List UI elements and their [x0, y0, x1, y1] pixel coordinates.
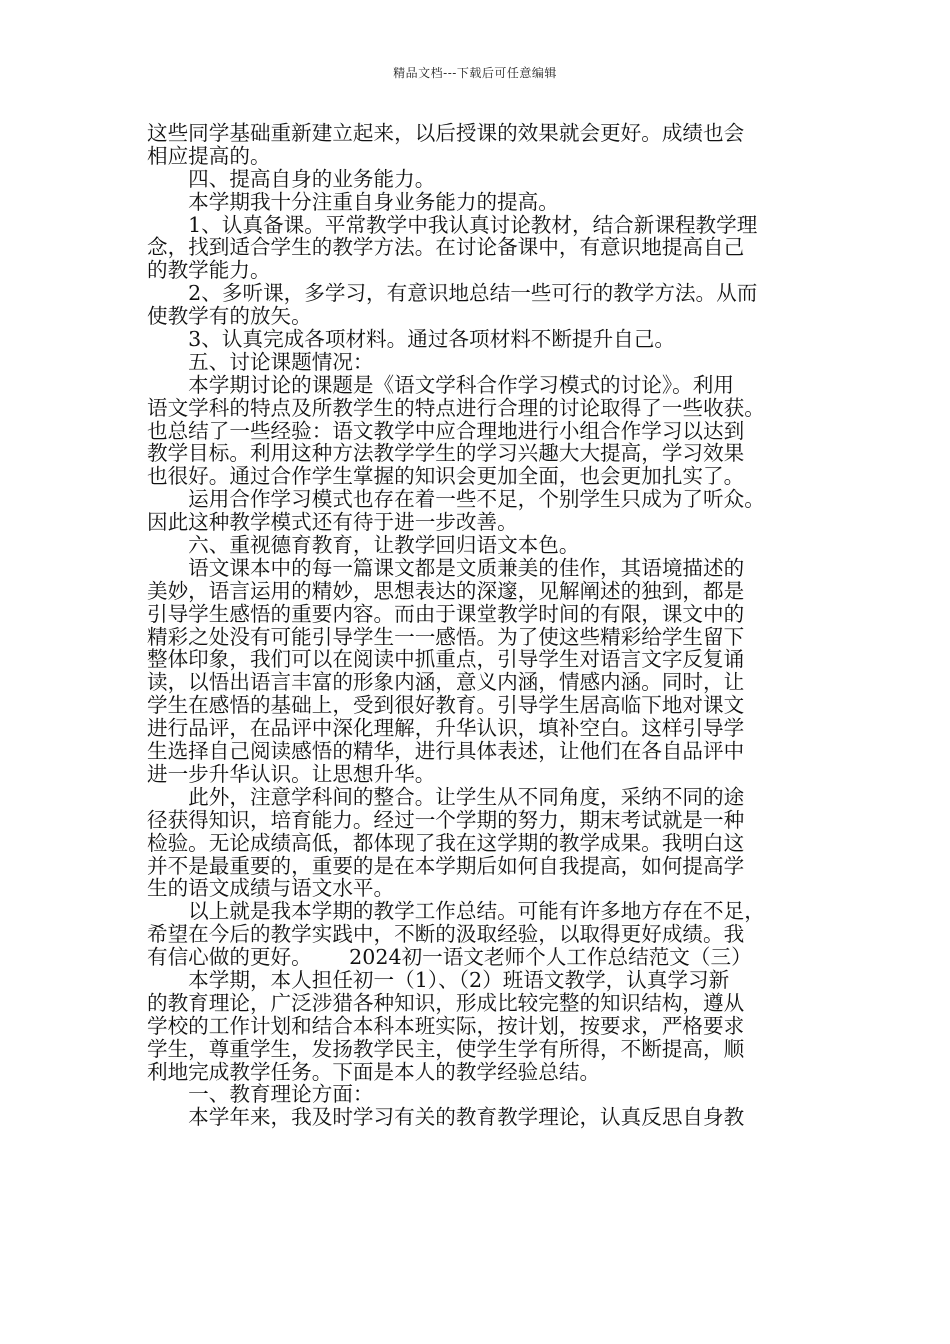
text-line: 径获得知识，培育能力。经过一个学期的努力，期末考试就是一种	[147, 807, 745, 832]
document-body	[147, 122, 807, 1129]
text-line: 精彩之处没有可能引导学生一一感悟。为了使这些精彩给学生留下	[147, 624, 745, 649]
text-line: 进一步升华认识。让思想升华。	[147, 761, 436, 786]
text-line: 念，找到适合学生的教学方法。在讨论备课中，有意识地提高自己	[147, 235, 745, 260]
text-line: 教学目标。利用这种方法教学学生的学习兴趣大大提高，学习效果	[147, 441, 745, 466]
text-line: 的教学能力。	[147, 258, 271, 283]
text-line: 学生在感悟的基础上，受到很好教育。引导学生居高临下地对课文	[147, 693, 745, 718]
text-line: 1、认真备课。平常教学中我认真讨论教材，结合新课程教学理	[147, 212, 758, 237]
text-line: 学校的工作计划和结合本科本班实际，按计划，按要求，严格要求	[147, 1013, 745, 1038]
page-header: 精品文档---下载后可任意编辑	[393, 66, 557, 80]
text-line: 读，以悟出语言丰富的形象内涵，意义内涵，情感内涵。同时，让	[147, 670, 745, 695]
text-line: 使教学有的放矢。	[147, 304, 312, 329]
text-line: 进行品评，在品评中深化理解，升华认识，填补空白。这样引导学	[147, 716, 745, 741]
text-line: 一、教育理论方面：	[147, 1082, 374, 1107]
text-line: 也总结了一些经验：语文教学中应合理地进行小组合作学习以达到	[147, 418, 745, 443]
text-line: 利地完成教学任务。下面是本人的教学经验总结。	[147, 1059, 601, 1084]
text-line: 语文课本中的每一篇课文都是文质兼美的佳作，其语境描述的	[147, 555, 745, 580]
text-line: 2、多听课，多学习，有意识地总结一些可行的教学方法。从而	[147, 281, 758, 306]
text-line: 运用合作学习模式也存在着一些不足，个别学生只成为了听众。	[147, 487, 765, 512]
text-line: 学生，尊重学生，发扬教学民主，使学生学有所得，不断提高，顺	[147, 1036, 745, 1061]
text-line: 本学期讨论的课题是《语文学科合作学习模式的讨论》。利用	[147, 372, 734, 397]
text-line: 四、提高自身的业务能力。	[147, 166, 436, 191]
text-line: 有信心做的更好。 2024初一语文老师个人工作总结范文（三）	[147, 945, 752, 970]
text-line: 3、认真完成各项材料。通过各项材料不断提升自己。	[147, 327, 675, 352]
text-line: 因此这种教学模式还有待于进一步改善。	[147, 510, 518, 535]
text-line: 语文学科的特点及所教学生的特点进行合理的讨论取得了一些收获。	[147, 395, 765, 420]
text-line: 本学年来，我及时学习有关的教育教学理论，认真反思自身教	[147, 1105, 745, 1130]
text-line: 这些同学基础重新建立起来，以后授课的效果就会更好。成绩也会	[147, 121, 745, 145]
text-line: 的教育理论，广泛涉猎各种知识，形成比较完整的知识结构，遵从	[147, 990, 745, 1015]
text-line: 此外，注意学科间的整合。让学生从不同角度，采纳不同的途	[147, 784, 745, 809]
text-line: 美妙，语言运用的精妙，思想表达的深邃，见解阐述的独到，都是	[147, 578, 745, 603]
text-line: 五、讨论课题情况：	[147, 349, 374, 374]
text-line: 以上就是我本学期的教学工作总结。可能有许多地方存在不足，	[147, 899, 765, 924]
text-line: 引导学生感悟的重要内容。而由于课堂教学时间的有限，课文中的	[147, 601, 745, 626]
text-line: 并不是最重要的，重要的是在本学期后如何自我提高，如何提高学	[147, 853, 745, 878]
text-line: 本学期，本人担任初一（1）、（2）班语文教学，认真学习新	[147, 967, 730, 992]
text-line: 整体印象，我们可以在阅读中抓重点，引导学生对语言文字反复诵	[147, 647, 745, 672]
text-line: 也很好。通过合作学生掌握的知识会更加全面，也会更加扎实了。	[147, 464, 745, 489]
text-line: 生选择自己阅读感悟的精华，进行具体表述，让他们在各自品评中	[147, 739, 745, 764]
text-line: 六、重视德育教育，让教学回归语文本色。	[147, 533, 580, 558]
text-line: 本学期我十分注重自身业务能力的提高。	[147, 189, 559, 214]
text-line: 希望在今后的教学实践中，不断的汲取经验，以取得更好成绩。我	[147, 922, 745, 947]
text-line: 检验。无论成绩高低，都体现了我在这学期的教学成果。我明白这	[147, 830, 745, 855]
text-line: 相应提高的。	[147, 143, 271, 168]
text-line: 生的语文成绩与语文水平。	[147, 876, 395, 901]
